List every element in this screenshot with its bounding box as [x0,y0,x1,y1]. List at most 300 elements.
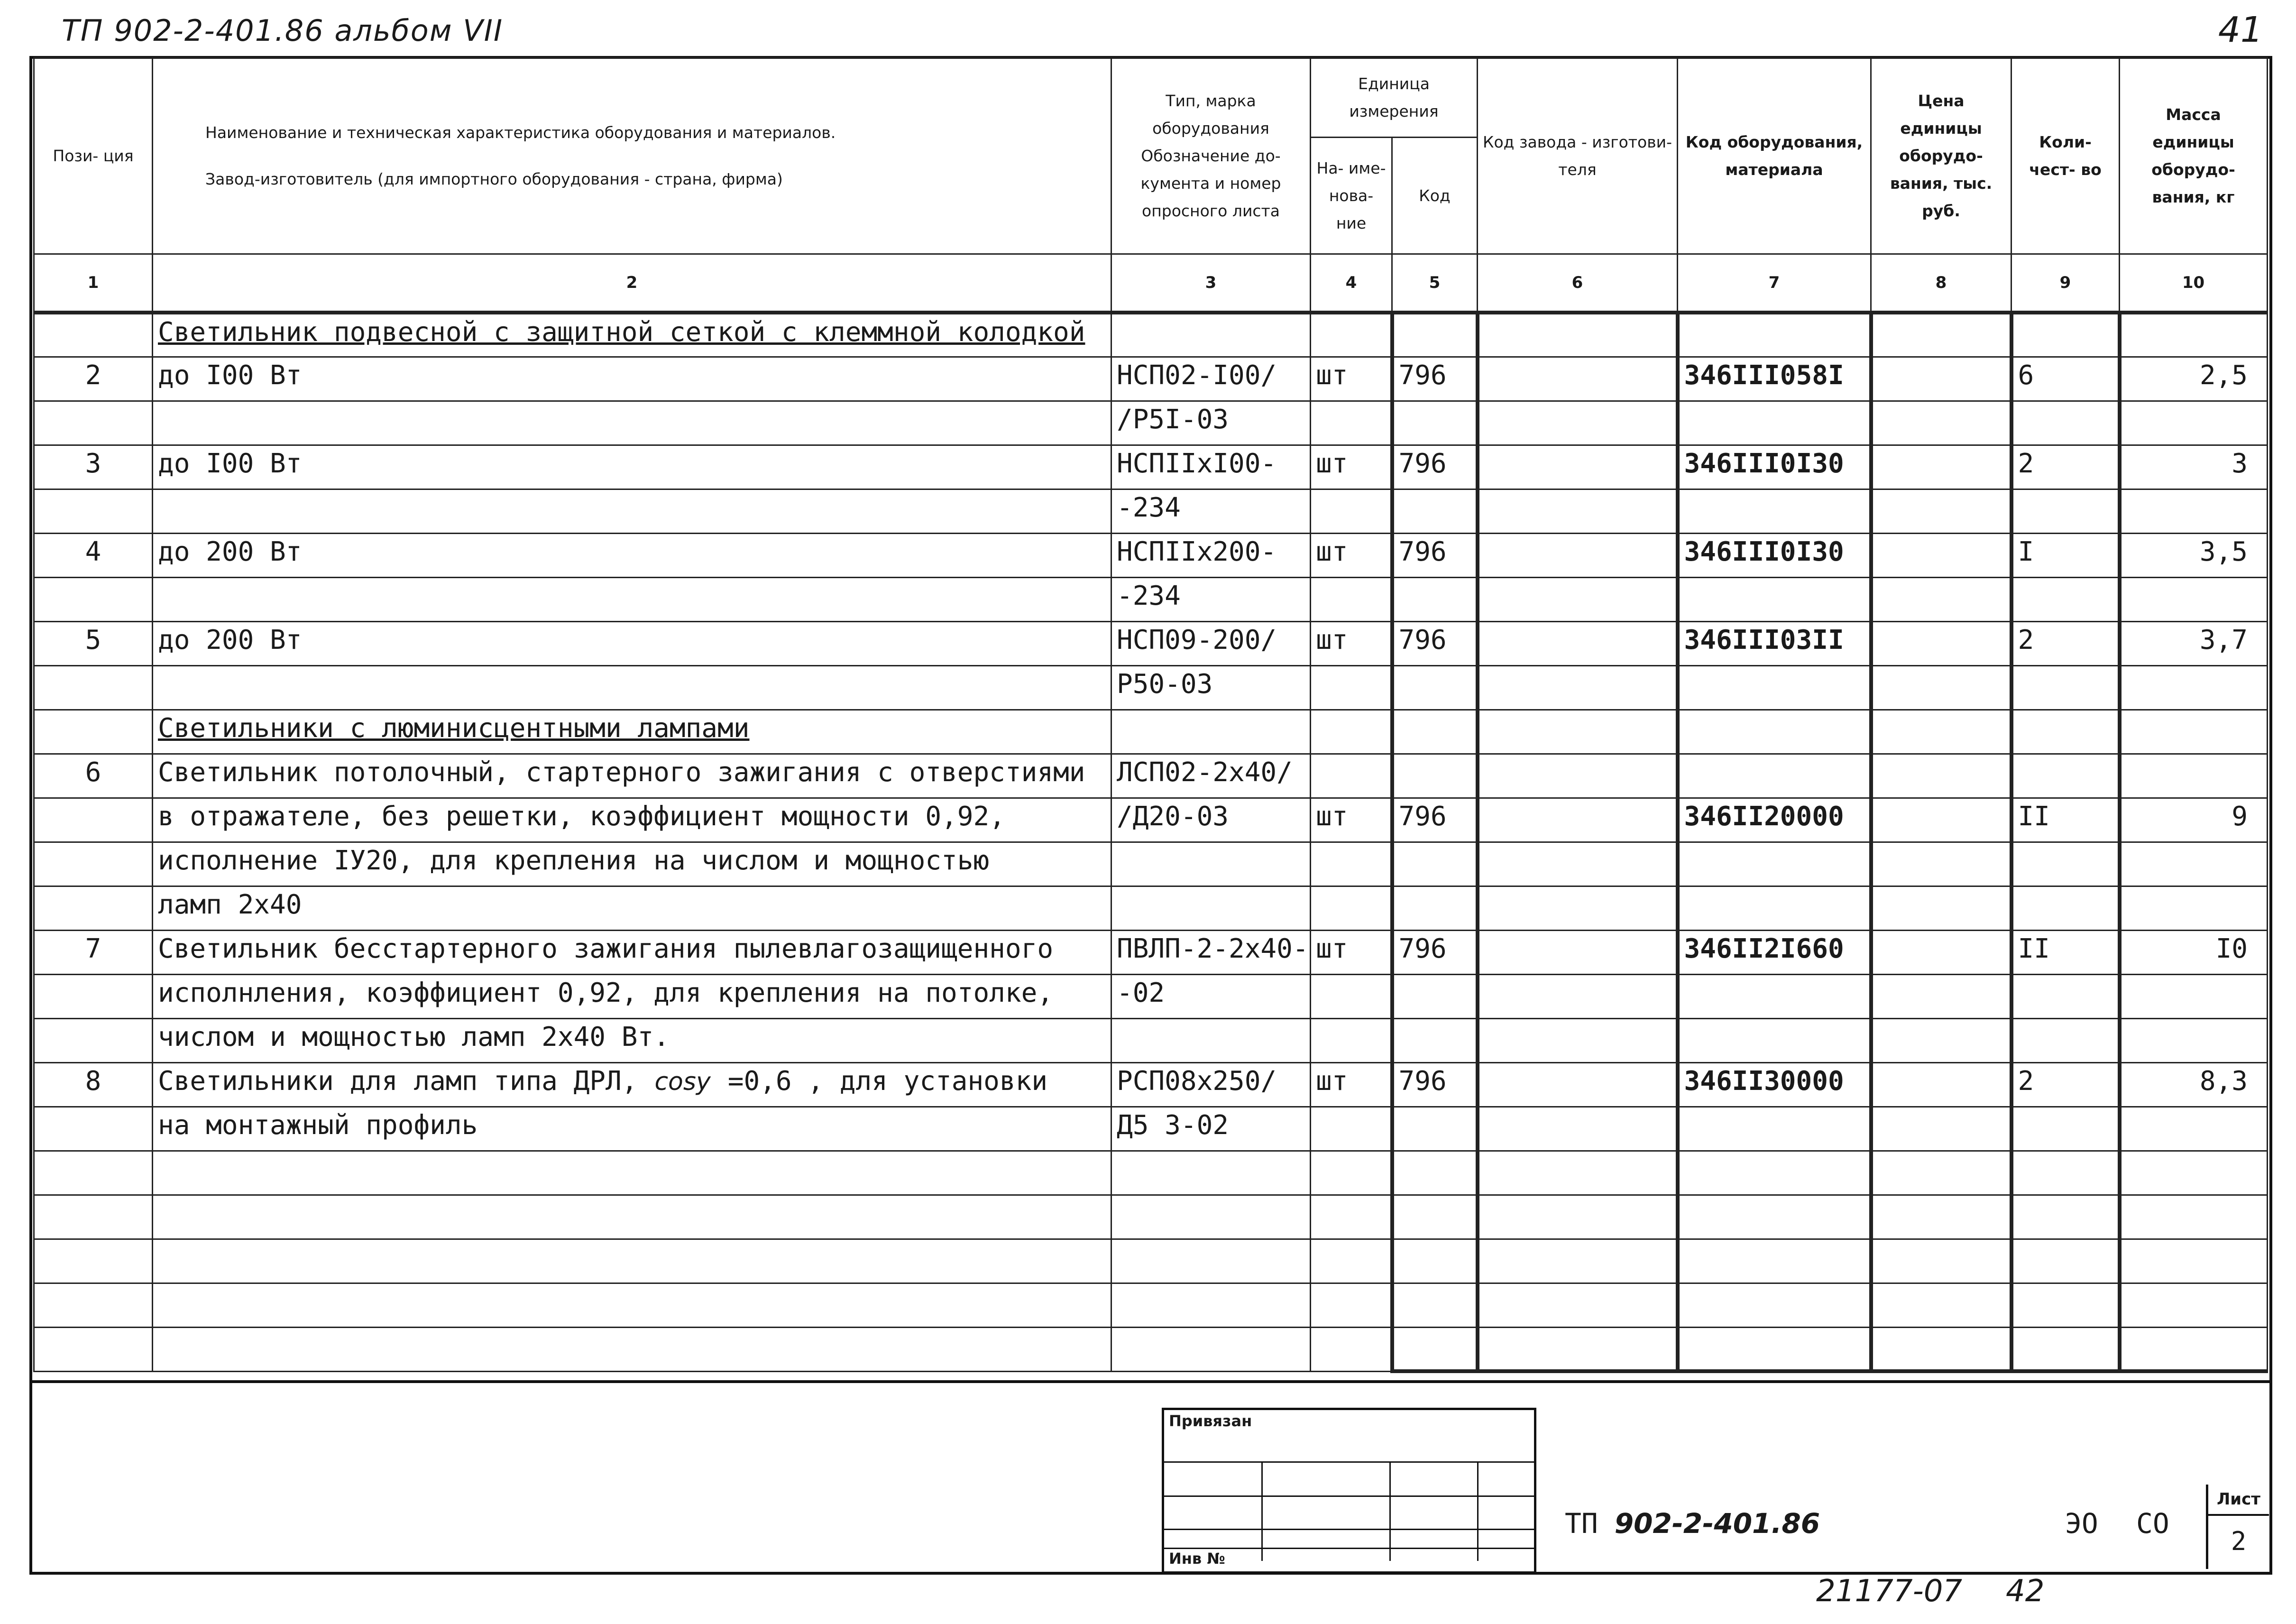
cell-position [34,1283,153,1327]
cell-unit-name: шт [1311,445,1392,489]
cell-unit-code: 796 [1392,930,1478,974]
cell-price [1871,533,2011,577]
cell-name: до 200 Вт [153,621,1111,665]
cell-position [34,974,153,1018]
cell-unit-code [1392,842,1478,886]
table-row [34,577,2268,621]
cell-position [34,489,153,533]
cell-mass: 3,5 [2120,533,2268,577]
cell-factory-code [1478,1062,1678,1107]
stamp-line [1164,1529,1534,1530]
cell-unit-name: шт [1311,930,1392,974]
cell-price [1871,754,2011,798]
cell-type-mark [1111,710,1311,754]
col-header-mass: Масса единицы оборудо- вания, кг [2120,58,2268,254]
cell-mass [2120,754,2268,798]
table-row [34,665,2268,710]
table-row [34,1107,2268,1151]
cell-unit-code [1392,1195,1478,1239]
col-header-equipment-code: Код оборудования, материала [1678,58,1871,254]
cell-type-mark: -234 [1111,489,1311,533]
cell-position: 7 [34,930,153,974]
table-row [34,974,2268,1018]
cell-equipment-code [1678,489,1871,533]
cell-factory-code [1478,798,1678,842]
cell-position [34,1239,153,1283]
cell-mass [2120,1018,2268,1062]
cell-unit-name [1311,489,1392,533]
cell-type-mark: ЛСП02-2х40/ [1111,754,1311,798]
col-header-price: Цена единицы оборудо- вания, тыс. руб. [1871,58,2011,254]
cell-unit-name [1311,1195,1392,1239]
cell-type-mark [1111,1018,1311,1062]
bottom-archive-code: 21177-07 [1816,1574,1963,1609]
cell-quantity [2011,1107,2120,1151]
cell-unit-code: 796 [1392,445,1478,489]
cell-equipment-code [1678,1107,1871,1151]
cell-equipment-code [1678,886,1871,930]
cell-unit-name [1311,313,1392,357]
table-row [34,1062,2268,1107]
cell-unit-code [1392,886,1478,930]
cell-mass [2120,1151,2268,1195]
cell-position: 8 [34,1062,153,1107]
cell-type-mark [1111,1239,1311,1283]
cell-price [1871,1239,2011,1283]
cell-equipment-code [1678,401,1871,445]
spec-table-body [34,313,2268,1371]
cell-quantity [2011,1195,2120,1239]
table-row [34,798,2268,842]
col-number-1: 1 [34,254,153,313]
cell-name [153,665,1111,710]
cell-quantity [2011,1151,2120,1195]
cell-name [153,1283,1111,1327]
cell-unit-name [1311,974,1392,1018]
cell-equipment-code [1678,710,1871,754]
document-code-number: 902-2-401.86 [1614,1507,1820,1540]
cell-factory-code [1478,886,1678,930]
cell-quantity [2011,886,2120,930]
cell-price [1871,1062,2011,1107]
cell-quantity [2011,1327,2120,1371]
cell-factory-code [1478,754,1678,798]
document-mark: СО [2136,1507,2169,1540]
cell-factory-code [1478,710,1678,754]
cell-position [34,1107,153,1151]
cell-name-part: Светильники для ламп типа ДРЛ, [158,1065,638,1097]
cell-name: до I00 Вт [153,357,1111,401]
table-row [34,754,2268,798]
sheet-box [2206,1485,2269,1569]
cell-unit-code: 796 [1392,533,1478,577]
cell-factory-code [1478,357,1678,401]
cell-unit-name [1311,1283,1392,1327]
cell-position [34,665,153,710]
cell-name-part: =0,6 , для установки [727,1065,1048,1097]
cell-unit-code [1392,710,1478,754]
cell-unit-name [1311,710,1392,754]
cell-factory-code [1478,1151,1678,1195]
cell-quantity [2011,754,2120,798]
stamp-line [1477,1461,1479,1561]
table-row [34,401,2268,445]
cell-factory-code [1478,313,1678,357]
col-number-4: 4 [1311,254,1392,313]
cell-type-mark [1111,886,1311,930]
cell-mass: I0 [2120,930,2268,974]
cell-unit-name [1311,401,1392,445]
cell-quantity: II [2011,798,2120,842]
cell-mass [2120,665,2268,710]
cell-quantity [2011,1283,2120,1327]
inventory-number-label: Инв № [1169,1550,1225,1568]
cell-type-mark: -02 [1111,974,1311,1018]
cell-mass: 9 [2120,798,2268,842]
cell-factory-code [1478,445,1678,489]
cell-price [1871,886,2011,930]
cell-price [1871,1151,2011,1195]
cell-unit-code [1392,1239,1478,1283]
cell-equipment-code [1678,842,1871,886]
table-row [34,621,2268,665]
cell-unit-code [1392,489,1478,533]
col-header-unit-name: На- име- нова- ние [1311,138,1392,254]
cell-price [1871,1107,2011,1151]
cell-type-mark: -234 [1111,577,1311,621]
cell-position: 2 [34,357,153,401]
table-row [34,1283,2268,1327]
equipment-spec-table [33,57,2268,1373]
cell-unit-code [1392,1283,1478,1327]
table-row [34,842,2268,886]
cell-name: числом и мощностью ламп 2х40 Вт. [153,1018,1111,1062]
cell-mass [2120,710,2268,754]
cell-quantity [2011,489,2120,533]
cell-unit-code: 796 [1392,1062,1478,1107]
cell-position [34,401,153,445]
document-code-prefix: ТП [1565,1507,1598,1540]
cell-unit-name: шт [1311,533,1392,577]
cell-price [1871,401,2011,445]
col-header-unit-code: Код [1392,138,1478,254]
cell-price [1871,489,2011,533]
cell-quantity [2011,974,2120,1018]
col-header-name-line2: Завод-изготовитель (для импортного оборудования - страна, фирма) [205,169,783,188]
cell-equipment-code [1678,1283,1871,1327]
cell-factory-code [1478,930,1678,974]
cell-name: до I00 Вт [153,445,1111,489]
cell-mass [2120,842,2268,886]
cell-unit-code: 796 [1392,357,1478,401]
cell-position: 6 [34,754,153,798]
col-number-9: 9 [2011,254,2120,313]
cell-unit-name [1311,1327,1392,1371]
cell-equipment-code [1678,754,1871,798]
cell-name: Светильник потолочный, стартерного зажигания с отверстиями [153,754,1111,798]
cell-type-mark: Р50-03 [1111,665,1311,710]
cell-factory-code [1478,974,1678,1018]
cell-factory-code [1478,1195,1678,1239]
cell-factory-code [1478,1107,1678,1151]
cell-factory-code [1478,489,1678,533]
cell-unit-code: 796 [1392,621,1478,665]
attachment-stamp [1162,1408,1536,1574]
cell-quantity [2011,313,2120,357]
cell-factory-code [1478,533,1678,577]
cell-unit-name [1311,1018,1392,1062]
cell-price [1871,357,2011,401]
col-header-factory-code: Код завода - изготови- теля [1478,58,1678,254]
cell-position: 4 [34,533,153,577]
cell-mass [2120,1239,2268,1283]
col-number-7: 7 [1678,254,1871,313]
cell-mass [2120,1283,2268,1327]
cell-equipment-code: 346III058I [1678,357,1871,401]
cell-unit-name [1311,754,1392,798]
cell-type-mark: Д5 3-02 [1111,1107,1311,1151]
cell-unit-name [1311,665,1392,710]
cell-price [1871,1327,2011,1371]
cell-equipment-code [1678,665,1871,710]
cell-price [1871,1195,2011,1239]
cell-quantity [2011,1018,2120,1062]
cell-price [1871,930,2011,974]
cell-position [34,1195,153,1239]
cell-name [153,1151,1111,1195]
cell-mass [2120,313,2268,357]
cell-equipment-code: 346III0I30 [1678,533,1871,577]
cell-mass [2120,489,2268,533]
col-number-3: 3 [1111,254,1311,313]
attached-label: Привязан [1169,1412,1252,1430]
cell-equipment-code [1678,577,1871,621]
cell-name [153,1239,1111,1283]
stamp-line [1389,1461,1391,1561]
table-row [34,1018,2268,1062]
table-row [34,445,2268,489]
table-row [34,886,2268,930]
col-number-6: 6 [1478,254,1678,313]
table-row [34,1239,2268,1283]
cell-type-mark: РСП08х250/ [1111,1062,1311,1107]
col-header-type: Тип, марка оборудования Обозначение до- кумента и номер опросного листа [1111,58,1311,254]
cell-position [34,798,153,842]
cell-quantity [2011,401,2120,445]
cell-equipment-code: 346II2I660 [1678,930,1871,974]
bottom-archive-number: 42 [2006,1574,2045,1609]
cell-factory-code [1478,842,1678,886]
cell-name [153,577,1111,621]
stamp-line [1261,1461,1263,1561]
cell-name [153,401,1111,445]
cell-type-mark [1111,1327,1311,1371]
cell-equipment-code [1678,1018,1871,1062]
title-block-divider [29,1380,2269,1383]
stamp-line [1164,1495,1534,1497]
table-row [34,489,2268,533]
cell-name [153,1195,1111,1239]
cell-name [153,1062,1111,1107]
cell-equipment-code [1678,1151,1871,1195]
cell-quantity: II [2011,930,2120,974]
col-number-8: 8 [1871,254,2011,313]
cell-unit-code [1392,577,1478,621]
cell-quantity [2011,577,2120,621]
cell-name: Светильник подвесной с защитной сеткой с клеммной колодкой [153,313,1111,357]
cell-equipment-code [1678,974,1871,1018]
cell-position [34,886,153,930]
cell-factory-code [1478,1018,1678,1062]
cell-name: Светильник бесстартерного зажигания пылевлагозащищенного [153,930,1111,974]
cell-type-mark [1111,313,1311,357]
cell-factory-code [1478,401,1678,445]
table-row [34,1195,2268,1239]
cell-quantity: 2 [2011,445,2120,489]
cell-unit-name: шт [1311,1062,1392,1107]
cell-mass [2120,577,2268,621]
cell-position: 5 [34,621,153,665]
table-row [34,710,2268,754]
cell-name: исполнления, коэффициент 0,92, для крепления на потолке, [153,974,1111,1018]
cell-name: до 200 Вт [153,533,1111,577]
cell-position [34,1151,153,1195]
col-number-2: 2 [153,254,1111,313]
cell-name: на монтажный профиль [153,1107,1111,1151]
col-header-position: Пози- ция [34,58,153,254]
cell-factory-code [1478,1327,1678,1371]
cell-name: исполнение IУ20, для крепления на числом и мощностью [153,842,1111,886]
cos-phi-symbol: cosy [654,1067,711,1096]
cell-factory-code [1478,665,1678,710]
table-row [34,533,2268,577]
col-header-name-line1: Наименование и техническая характеристика оборудования и материалов. [205,123,836,142]
cell-unit-name [1311,1107,1392,1151]
cell-quantity [2011,1239,2120,1283]
cell-name [153,1327,1111,1371]
table-row [34,1151,2268,1195]
col-number-5: 5 [1392,254,1478,313]
cell-type-mark: ПВЛП-2-2х40- [1111,930,1311,974]
sheet-number: 2 [2231,1526,2247,1556]
cell-position: 3 [34,445,153,489]
cell-equipment-code: 346III03II [1678,621,1871,665]
cell-name [153,489,1111,533]
col-header-quantity: Коли- чест- во [2011,58,2120,254]
cell-factory-code [1478,1239,1678,1283]
cell-mass [2120,1327,2268,1371]
cell-quantity: 2 [2011,1062,2120,1107]
cell-factory-code [1478,1283,1678,1327]
cell-mass [2120,1107,2268,1151]
cell-quantity [2011,710,2120,754]
cell-unit-code [1392,754,1478,798]
document-code [1565,1507,1820,1540]
cell-unit-code [1392,1327,1478,1371]
stamp-line [1164,1461,1534,1463]
cell-price [1871,710,2011,754]
table-row [34,357,2268,401]
cell-mass [2120,974,2268,1018]
cell-mass [2120,886,2268,930]
cell-type-mark: НСПIIхI00- [1111,445,1311,489]
cell-unit-name: шт [1311,357,1392,401]
cell-equipment-code: 346II30000 [1678,1062,1871,1107]
cell-name: в отражателе, без решетки, коэффициент мощности 0,92, [153,798,1111,842]
cell-unit-code [1392,313,1478,357]
cell-position [34,1018,153,1062]
cell-price [1871,445,2011,489]
stamp-line [1164,1548,1534,1549]
cell-position [34,710,153,754]
cell-unit-name [1311,1151,1392,1195]
cell-price [1871,842,2011,886]
page-number: 41 [2218,9,2263,50]
cell-unit-code [1392,1107,1478,1151]
cell-quantity [2011,842,2120,886]
cell-unit-name [1311,577,1392,621]
cell-type-mark [1111,1283,1311,1327]
cell-position [34,1327,153,1371]
cell-quantity [2011,665,2120,710]
cell-price [1871,974,2011,1018]
cell-unit-code [1392,974,1478,1018]
sheet-label: Лист [2208,1485,2269,1516]
cell-mass: 3 [2120,445,2268,489]
cell-unit-name [1311,886,1392,930]
cell-mass: 8,3 [2120,1062,2268,1107]
cell-factory-code [1478,621,1678,665]
cell-price [1871,1283,2011,1327]
cell-mass: 3,7 [2120,621,2268,665]
cell-price [1871,313,2011,357]
cell-type-mark [1111,1151,1311,1195]
cell-type-mark: /Д20-03 [1111,798,1311,842]
cell-mass: 2,5 [2120,357,2268,401]
cell-unit-name [1311,1239,1392,1283]
cell-equipment-code: 346III0I30 [1678,445,1871,489]
sheet-corner-label: ТП 902-2-401.86 альбом VII [62,13,504,48]
cell-mass [2120,1195,2268,1239]
cell-unit-code [1392,401,1478,445]
cell-unit-name [1311,842,1392,886]
cell-name: ламп 2х40 [153,886,1111,930]
cell-price [1871,577,2011,621]
cell-type-mark: /Р5I-03 [1111,401,1311,445]
cell-price [1871,621,2011,665]
cell-type-mark: НСП09-200/ [1111,621,1311,665]
table-row [34,1327,2268,1371]
cell-unit-code [1392,1018,1478,1062]
cell-unit-code [1392,1151,1478,1195]
table-row [34,313,2268,357]
cell-price [1871,1018,2011,1062]
col-header-unit-group: Единица измерения [1311,58,1478,138]
cell-equipment-code [1678,313,1871,357]
cell-equipment-code: 346II20000 [1678,798,1871,842]
cell-type-mark: НСПIIх200- [1111,533,1311,577]
cell-unit-name: шт [1311,621,1392,665]
cell-factory-code [1478,577,1678,621]
cell-unit-name: шт [1311,798,1392,842]
cell-equipment-code [1678,1327,1871,1371]
cell-unit-code [1392,665,1478,710]
cell-unit-code: 796 [1392,798,1478,842]
cell-type-mark [1111,842,1311,886]
cell-equipment-code [1678,1239,1871,1283]
col-number-10: 10 [2120,254,2268,313]
cell-type-mark [1111,1195,1311,1239]
